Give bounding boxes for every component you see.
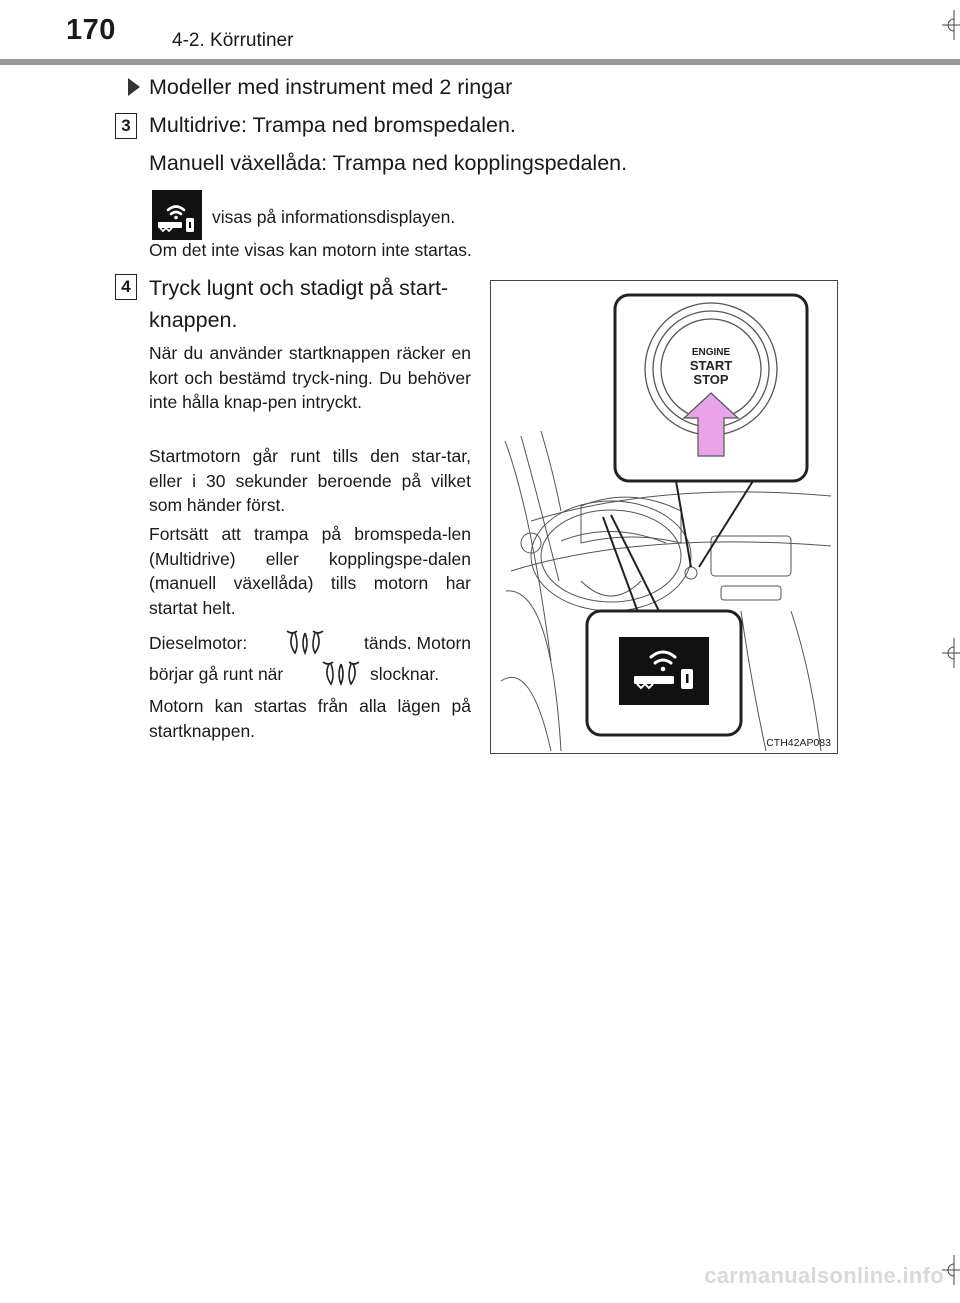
step-number: 4 [115, 274, 137, 300]
footer-watermark: carmanualsonline.info [704, 1263, 944, 1288]
step4-para5: Motorn kan startas från alla lägen på startknappen. [149, 696, 471, 741]
step4-title-line2: knappen. [149, 308, 238, 332]
diesel-lit-text: tänds. Motorn [364, 633, 471, 653]
button-label-start: START [689, 358, 733, 373]
step3-line2: Manuell växellåda: Trampa ned kopplingspedalen. [149, 151, 628, 175]
step4-para2: Startmotorn går runt tills den star-tar, eller i 30 sekunder beroende på vilket som händer först. [149, 446, 471, 515]
step4-para1: När du använder startknappen räcker en kort och bestämd tryck-ning. Du behöver inte hålla knap-pen intryckt. [149, 343, 471, 412]
header-rule [0, 59, 960, 65]
diesel-line2 [149, 664, 471, 692]
indicator-text: visas på informationsdisplayen. [212, 207, 456, 227]
dashboard-drawing [491, 281, 837, 753]
triangle-bullet-icon [128, 78, 140, 96]
engine-start-illustration [490, 280, 838, 754]
diesel-line1 [149, 633, 471, 661]
registration-mark-icon [938, 638, 960, 668]
registration-mark-icon [938, 10, 960, 40]
diesel-runs-text: börjar gå runt när [149, 664, 284, 684]
step4-para3: Fortsätt att trampa på bromspeda-len (Multidrive) eller kopplingspe-dalen (manuell växellåda) tills motorn har startat helt. [149, 524, 471, 618]
illustration-code: CTH42AP083 [766, 737, 831, 749]
glow-plug-icon [283, 627, 327, 657]
step3-note: Om det inte visas kan motorn inte startas. [149, 240, 472, 260]
page-number: 170 [66, 14, 116, 46]
section-title: 4-2. Körrutiner [172, 30, 294, 51]
diesel-label: Dieselmotor: [149, 633, 248, 653]
step-number: 3 [115, 113, 137, 139]
button-label-stop: STOP [693, 372, 729, 387]
step3-line1: Multidrive: Trampa ned bromspedalen. [149, 113, 516, 137]
smart-key-indicator-icon [152, 190, 202, 240]
step4-title-line1: Tryck lugnt och stadigt på start- [149, 276, 449, 300]
model-heading: Modeller med instrument med 2 ringar [149, 75, 513, 99]
button-label-engine: ENGINE [691, 347, 731, 358]
diesel-off-text: slocknar. [370, 664, 440, 684]
glow-plug-icon [319, 658, 363, 688]
